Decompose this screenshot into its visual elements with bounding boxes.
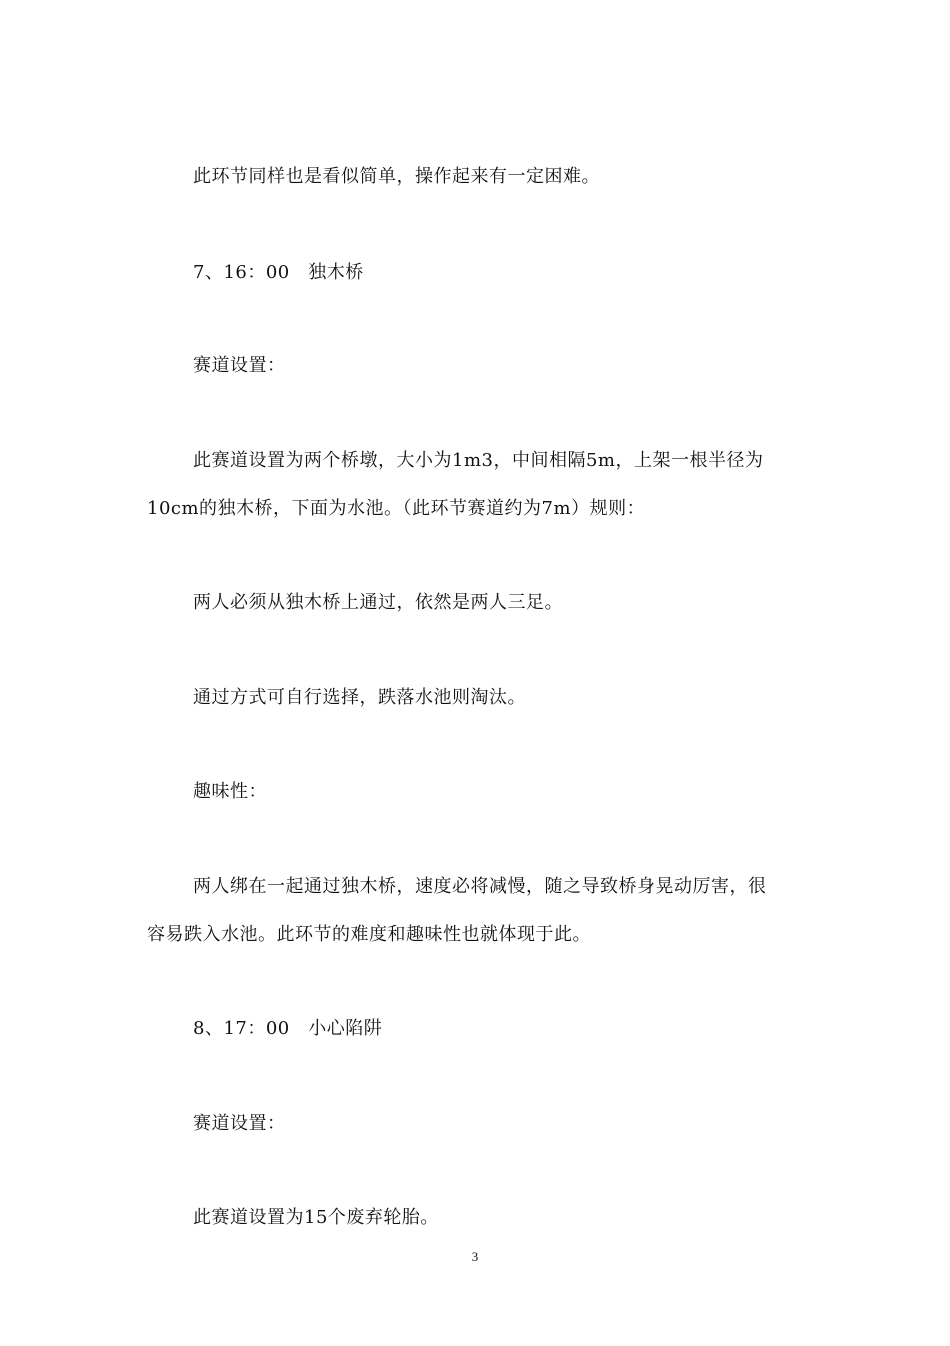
paragraph-tire-setup: 此赛道设置为15个废弃轮胎。 — [193, 1207, 439, 1228]
paragraph-track-description-line-2: 10cm的独木桥，下面为水池。（此环节赛道约为7m）规则： — [147, 498, 646, 519]
paragraph-fun-description-line-1: 两人绑在一起通过独木桥，速度必将减慢，随之导致桥身晃动厉害，很 — [193, 876, 767, 897]
label-track-setup-2: 赛道设置： — [193, 1113, 286, 1134]
page-number: 3 — [471, 1249, 479, 1264]
paragraph-rule-elimination: 通过方式可自行选择，跌落水池则淘汰。 — [193, 687, 526, 708]
label-fun-factor: 趣味性： — [193, 781, 267, 802]
paragraph-fun-description-line-2: 容易跌入水池。此环节的难度和趣味性也就体现于此。 — [147, 924, 591, 945]
paragraph-track-description-line-1: 此赛道设置为两个桥墩，大小为1m3，中间相隔5m，上架一根半径为 — [193, 450, 764, 471]
section-heading-single-log-bridge: 7、16：00 独木桥 — [193, 262, 364, 283]
label-track-setup: 赛道设置： — [193, 355, 286, 376]
paragraph-difficulty-note: 此环节同样也是看似简单，操作起来有一定困难。 — [193, 166, 600, 187]
section-heading-watch-for-traps: 8、17：00 小心陷阱 — [193, 1018, 383, 1039]
paragraph-rule-pass-bridge: 两人必须从独木桥上通过，依然是两人三足。 — [193, 592, 563, 613]
